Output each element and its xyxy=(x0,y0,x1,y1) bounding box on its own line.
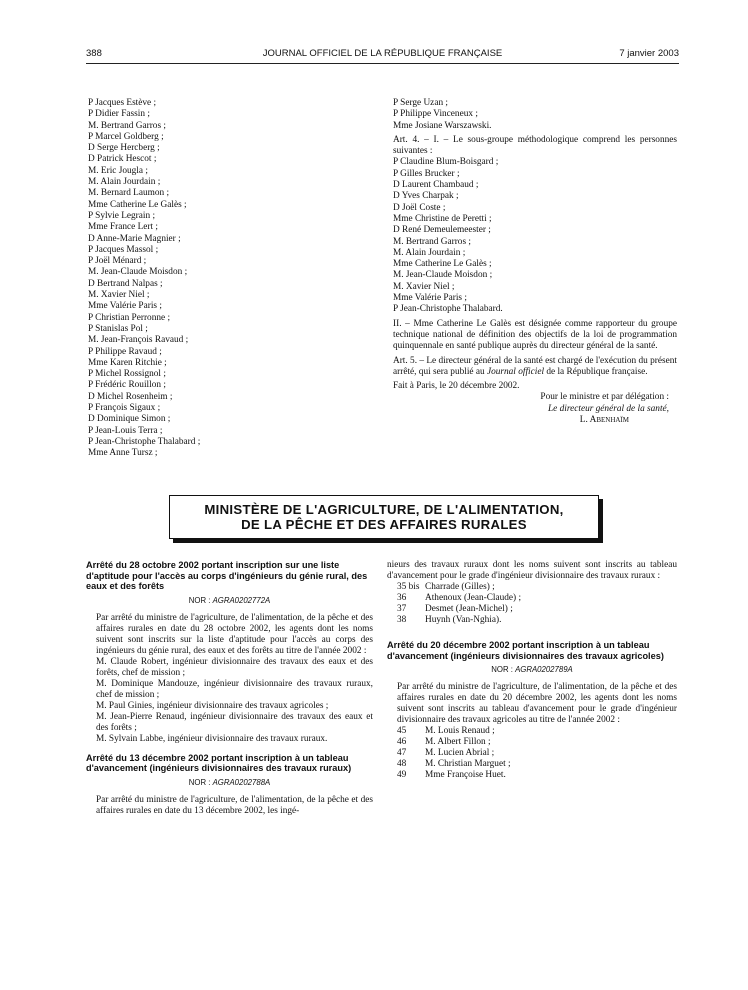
list-item: P Christian Perronne ; xyxy=(88,312,171,323)
list-item-name: M. Albert Fillon ; xyxy=(425,737,491,747)
list-item: Mme Valérie Paris ; xyxy=(393,293,467,304)
list-item: M. Xavier Niel ; xyxy=(88,290,150,301)
list-item: D Michel Rosenheim ; xyxy=(88,391,173,402)
arrete1-title: Arrêté du 28 octobre 2002 portant inscription sur une liste d'aptitude pour l'accès au corps d'ingénieurs du génie rural, des eaux et des forêts xyxy=(86,560,368,591)
list-item: Mme Catherine Le Galès ; xyxy=(88,199,187,210)
arrete2-entries xyxy=(387,582,677,626)
list-item-number: 36 xyxy=(397,593,407,603)
list-item: M. Claude Robert, ingénieur divisionnaire des travaux des eaux et des forêts, chef de mission ; xyxy=(96,656,373,678)
list-item xyxy=(387,615,677,626)
right-name-list xyxy=(383,98,677,132)
list-item: P Jacques Massol ; xyxy=(88,244,159,255)
list-item: P Michel Rossignol ; xyxy=(88,369,166,380)
list-item xyxy=(387,759,677,770)
list-item: P Joël Ménard ; xyxy=(88,256,147,267)
list-item-name: M. Louis Renaud ; xyxy=(425,726,495,736)
art5-journal: Journal officiel xyxy=(486,366,545,377)
journal-title: JOURNAL OFFICIEL DE LA RÉPUBLIQUE FRANÇAISE xyxy=(262,48,503,59)
list-item: D René Demeulemeester ; xyxy=(393,225,491,236)
list-item-name: Huynh (Van-Nghia). xyxy=(425,615,502,625)
list-item: M. Bertrand Garros ; xyxy=(393,236,471,247)
list-item: P François Sigaux ; xyxy=(88,403,161,414)
list-item: M. Paul Ginies, ingénieur divisionnaire des travaux agricoles ; xyxy=(96,700,329,711)
list-item xyxy=(387,737,677,748)
art4-intro: Art. 4. – I. – Le sous-groupe méthodologique comprend les personnes suivantes : xyxy=(393,134,677,157)
right-column xyxy=(383,98,677,426)
ministry-heading-box xyxy=(169,495,599,539)
list-item xyxy=(387,604,677,615)
list-item: M. Dominique Mandouze, ingénieur divisionnaire des travaux ruraux, chef de mission ; xyxy=(96,678,373,700)
list-item-name: Athenoux (Jean-Claude) ; xyxy=(425,593,522,603)
list-item: P Sylvie Legrain ; xyxy=(88,210,156,221)
list-item-number: 46 xyxy=(397,737,407,747)
list-item: P Jacques Estève ; xyxy=(88,98,157,108)
list-item-name: M. Christian Marguet ; xyxy=(425,759,511,769)
ministry-line-2: DE LA PÊCHE ET DES AFFAIRES RURALES xyxy=(241,517,527,532)
list-item: M. Alain Jourdain ; xyxy=(393,247,466,258)
list-item: M. Eric Jougla ; xyxy=(88,165,148,176)
list-item-name: Charrade (Gilles) ; xyxy=(425,582,495,592)
page-header xyxy=(86,48,679,62)
list-item: D Joël Coste ; xyxy=(393,202,446,213)
list-item: P Philippe Ravaud ; xyxy=(88,346,162,357)
list-item: Mme Valérie Paris ; xyxy=(88,301,162,312)
list-item: M. Jean-François Ravaud ; xyxy=(88,335,189,346)
arrete2-title: Arrêté du 13 décembre 2002 portant inscription à un tableau d'avancement (ingénieurs divisionnaires des travaux ruraux) xyxy=(86,752,352,773)
lower-left-column xyxy=(86,560,373,817)
arrete2-body-right: nieurs des travaux ruraux dont les noms suivent sont inscrits au tableau d'avancement pour le grade d'ingénieur divisionnaire des travaux ruraux : xyxy=(387,560,677,581)
arrete3-nor: NOR : AGRA0202789A xyxy=(491,665,573,674)
arrete3-body: Par arrêté du ministre de l'agriculture, de l'alimentation, de la pêche et des affaires rurales en date du 20 décembre 2002, les agents dont les noms suivent sont inscrits au tableau d'avancement pour le grade d'ingénieur divisionnaire des travaux agricoles au titre de l'année 2002 : xyxy=(397,682,677,725)
list-item xyxy=(387,770,677,781)
list-item: P Claudine Blum-Boisgard ; xyxy=(393,157,499,168)
list-item: D Dominique Simon ; xyxy=(88,414,171,425)
issue-date: 7 janvier 2003 xyxy=(619,48,679,59)
list-item: M. Jean-Claude Moisdon ; xyxy=(88,267,188,278)
list-item: D Bertrand Nalpas ; xyxy=(88,278,163,289)
list-item: M. Bernard Laumon ; xyxy=(88,188,170,199)
list-item: Mme Catherine Le Galès ; xyxy=(393,259,492,270)
signature-line-2: Le directeur général de la santé, xyxy=(547,403,669,414)
art5-paragraph xyxy=(383,356,677,379)
list-item-name: Mme Françoise Huet. xyxy=(425,770,506,780)
list-item: P Gilles Brucker ; xyxy=(393,168,460,179)
list-item: P Marcel Goldberg ; xyxy=(88,131,164,142)
list-item-number: 48 xyxy=(397,759,407,769)
list-item-number: 47 xyxy=(397,748,407,758)
fait-a-paris: Fait à Paris, le 20 décembre 2002. xyxy=(393,381,520,392)
arrete3-title: Arrêté du 20 décembre 2002 portant inscription à un tableau d'avancement (ingénieurs divisionnaires des travaux agricoles) xyxy=(387,640,664,661)
art4-paragraph-ii: II. – Mme Catherine Le Galès est désignée comme rapporteur du groupe technique national de définition des objectifs de la loi de programmation quinquennale en santé publique auprès du directeur général de la santé. xyxy=(393,318,677,352)
list-item: P Jean-Christophe Thalabard ; xyxy=(88,436,201,447)
art5-text-b: de la République française. xyxy=(544,366,648,377)
list-item: P Jean-Louis Terra ; xyxy=(88,425,163,436)
arrete1-nor: NOR : AGRA0202772A xyxy=(188,595,271,605)
list-item: D Laurent Chambaud ; xyxy=(393,180,479,191)
list-item-number: 37 xyxy=(397,604,407,614)
list-item xyxy=(387,726,677,737)
list-item xyxy=(387,593,677,604)
list-item: P Frédéric Rouillon ; xyxy=(88,380,166,391)
list-item: P Jean-Christophe Thalabard. xyxy=(393,304,503,315)
list-item: P Didier Fassin ; xyxy=(88,109,150,120)
list-item: D Serge Hercberg ; xyxy=(88,143,160,154)
header-rule xyxy=(86,63,679,64)
list-item-number: 35 bis xyxy=(397,582,420,592)
list-item: D Anne-Marie Magnier ; xyxy=(88,233,181,244)
list-item: Mme Christine de Peretti ; xyxy=(393,213,492,224)
list-item xyxy=(387,748,677,759)
list-item-number: 45 xyxy=(397,726,407,736)
list-item: M. Jean-Pierre Renaud, ingénieur divisionnaire des travaux des eaux et des forêts ; xyxy=(96,711,373,733)
list-item: M. Jean-Claude Moisdon ; xyxy=(393,270,493,281)
arrete3-entries xyxy=(387,726,677,781)
signature-name: L. Abenhaïm xyxy=(579,415,629,426)
signature-line-1: Pour le ministre et par délégation : xyxy=(540,392,669,403)
list-item: M. Sylvain Labbe, ingénieur divisionnaire des travaux ruraux. xyxy=(96,733,328,744)
list-item: Mme Karen Ritchie ; xyxy=(88,357,167,368)
page-number: 388 xyxy=(86,48,102,59)
list-item-number: 49 xyxy=(397,770,407,780)
list-item: Mme Josiane Warszawski. xyxy=(393,120,492,131)
list-item: P Serge Uzan ; xyxy=(393,98,448,108)
list-item xyxy=(387,582,677,593)
lower-right-column xyxy=(387,560,677,781)
list-item: D Patrick Hescot ; xyxy=(88,154,157,165)
list-item-number: 38 xyxy=(397,615,407,625)
list-item-name: Desmet (Jean-Michel) ; xyxy=(425,604,513,614)
list-item: Mme Anne Tursz ; xyxy=(88,448,158,459)
list-item: P Stanislas Pol ; xyxy=(88,323,148,334)
list-item: M. Bertrand Garros ; xyxy=(88,120,166,131)
list-item: M. Alain Jourdain ; xyxy=(88,177,161,188)
list-item: D Yves Charpak ; xyxy=(393,191,459,202)
art4-name-list xyxy=(383,157,677,315)
arrete2-nor: NOR : AGRA0202788A xyxy=(188,777,271,787)
arrete2-body-left: Par arrêté du ministre de l'agriculture, de l'alimentation, de la pêche et des affaires rurales en date du 13 décembre 2002, les ingé- xyxy=(96,794,373,816)
list-item: Mme France Lert ; xyxy=(88,222,158,233)
arrete1-entries xyxy=(86,657,373,745)
art5-text-a: Art. 5. – Le directeur général de la santé est chargé de l'exécution du présent arrêté, qui sera publié au xyxy=(393,355,677,377)
arrete1-body: Par arrêté du ministre de l'agriculture, de l'alimentation, de la pêche et des affaires rurales en date du 28 octobre 2002, les agents dont les noms suivent sont inscrits sur la liste d'aptitude pour l'accès au corps des ingénieurs du génie rural, des eaux et des forêts au titre de l'année 2002 : xyxy=(96,612,373,656)
list-item: M. Xavier Niel ; xyxy=(393,281,455,292)
list-item: P Philippe Vinceneux ; xyxy=(393,109,478,120)
left-name-list xyxy=(88,98,368,460)
list-item-name: M. Lucien Abrial ; xyxy=(425,748,495,758)
ministry-line-1: MINISTÈRE DE L'AGRICULTURE, DE L'ALIMENTATION, xyxy=(204,502,564,517)
